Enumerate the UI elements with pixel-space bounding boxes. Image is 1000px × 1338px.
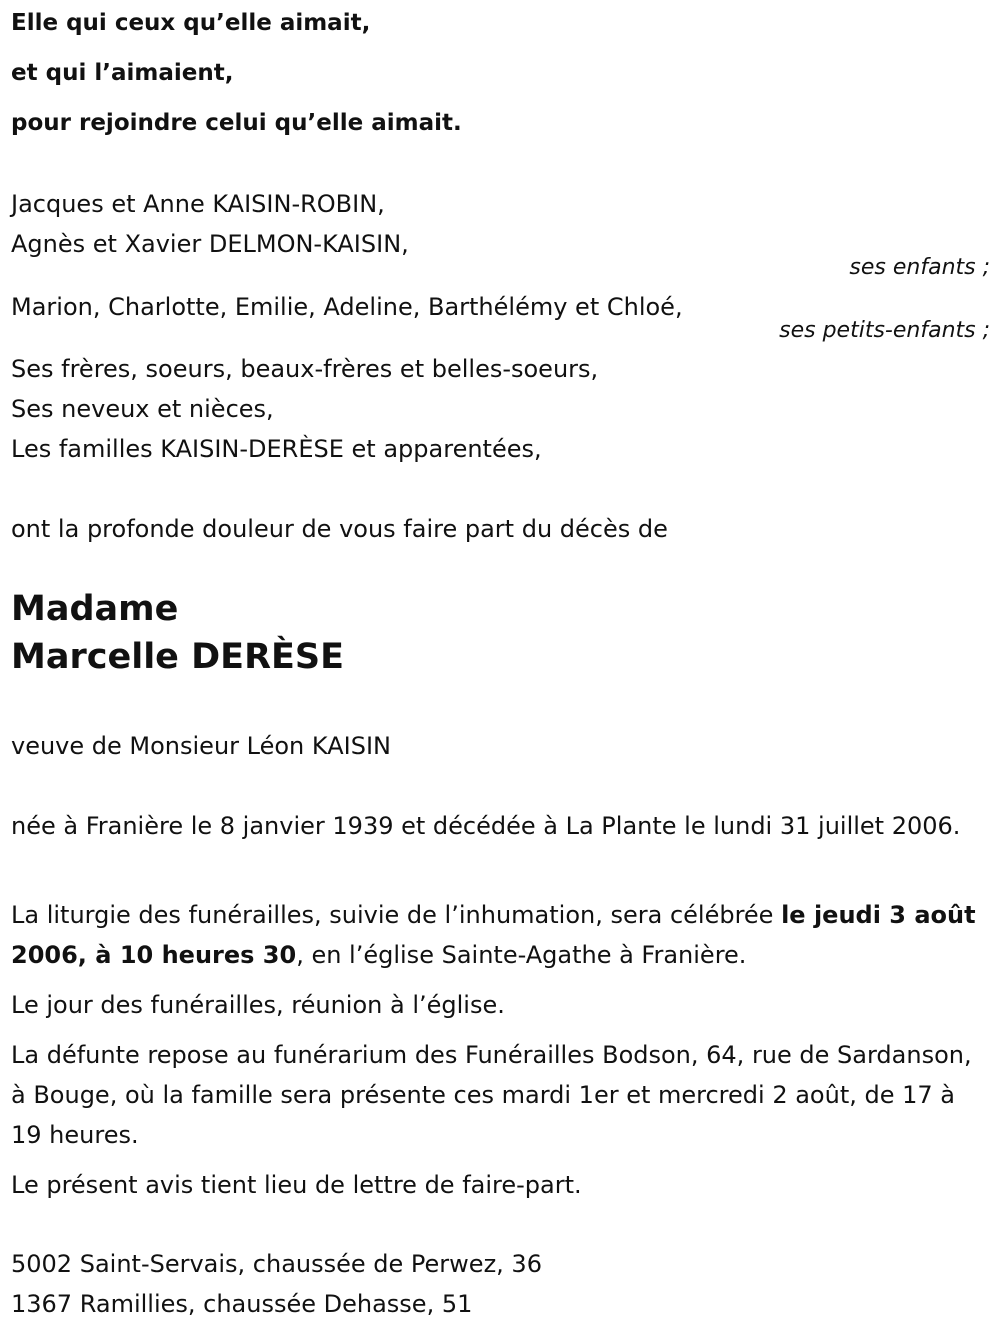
deceased-title: Madame — [11, 589, 179, 629]
relatives-line-2: Ses neveux et nièces, — [11, 395, 274, 423]
liturgy-date-time: le jeudi 3 août 2006, à 10 heures 30 — [11, 901, 976, 969]
liturgy-text-start: La liturgie des funérailles, suivie de l’inhumation, sera célébrée — [11, 901, 782, 929]
epigraph-line-3: pour rejoindre celui qu’elle aimait. — [11, 110, 462, 136]
repose-text: La défunte repose au funérarium des Funérailles Bodson, 64, rue de Sardanson, à Bouge, où la famille sera présente ces mardi 1er et mercredi 2 août, de 17 à 19 heures. — [11, 1041, 972, 1149]
child-1: Jacques et Anne KAISIN-ROBIN, — [11, 190, 385, 218]
announcement: ont la profonde douleur de vous faire part du décès de — [11, 515, 668, 543]
relatives-line-1: Ses frères, soeurs, beaux-frères et belles-soeurs, — [11, 355, 599, 383]
grandchildren: Marion, Charlotte, Emilie, Adeline, Barthélémy et Chloé, — [11, 293, 683, 321]
epigraph-line-1: Elle qui ceux qu’elle aimait, — [11, 10, 371, 36]
address-2: 1367 Ramillies, chaussée Dehasse, 51 — [11, 1290, 473, 1318]
children-role: ses enfants ; — [849, 255, 990, 280]
relatives-line-3: Les familles KAISIN-DERÈSE et apparentées, — [11, 435, 542, 463]
liturgy-text — [11, 895, 986, 975]
liturgy-text-end: , en l’église Sainte-Agathe à Franière. — [296, 941, 747, 969]
child-2: Agnès et Xavier DELMON-KAISIN, — [11, 230, 409, 258]
grandchildren-role: ses petits-enfants ; — [779, 318, 990, 343]
epigraph-line-2: et qui l’aimaient, — [11, 60, 234, 86]
address-1: 5002 Saint-Servais, chaussée de Perwez, 36 — [11, 1250, 542, 1278]
deceased-name: Marcelle DERÈSE — [11, 637, 345, 677]
birth-death-text: née à Franière le 8 janvier 1939 et décédée à La Plante le lundi 31 juillet 2006. — [11, 812, 961, 840]
gathering-text: Le jour des funérailles, réunion à l’église. — [11, 991, 505, 1019]
notice-text: Le présent avis tient lieu de lettre de faire-part. — [11, 1171, 582, 1199]
widow-of: veuve de Monsieur Léon KAISIN — [11, 732, 391, 760]
